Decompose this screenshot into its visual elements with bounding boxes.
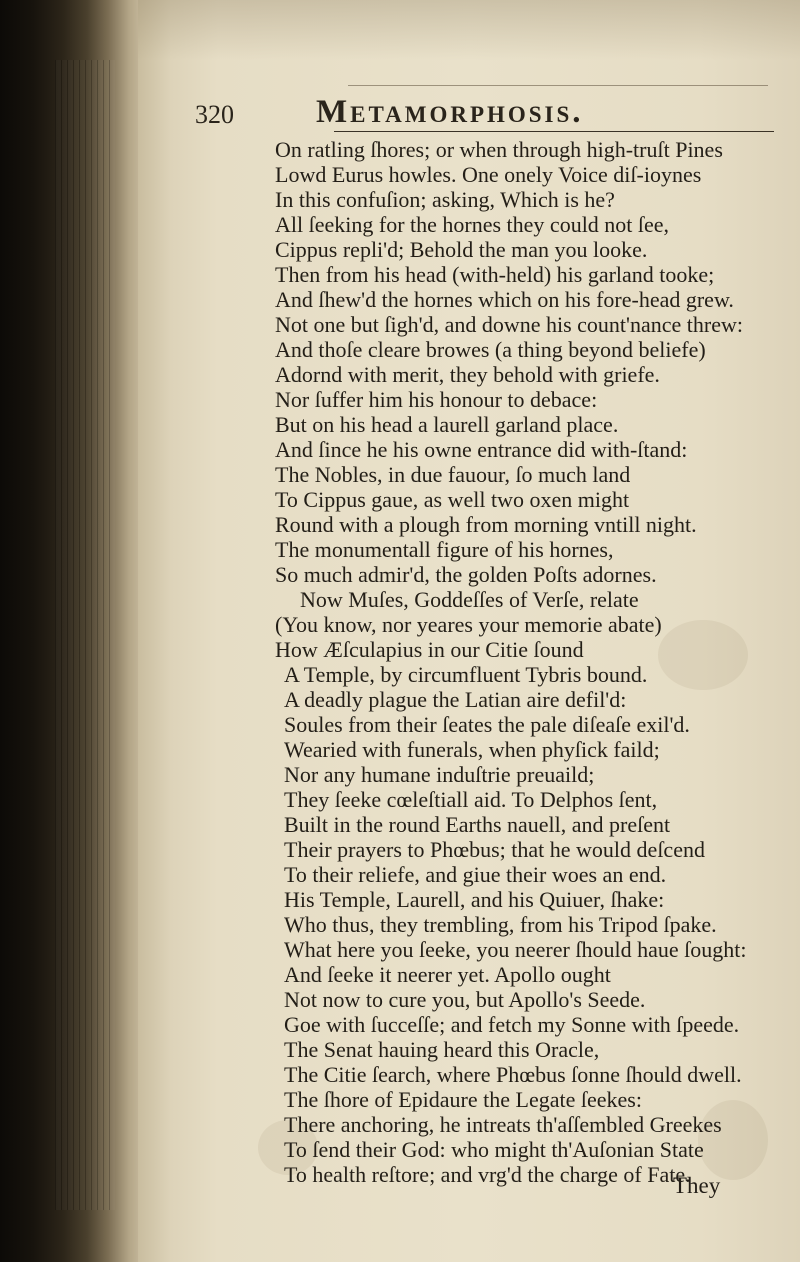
- verse-line: To Cippus gaue, as well two oxen might: [275, 487, 630, 512]
- book-page: [138, 0, 800, 1262]
- verse-line: Round with a plough from morning vntill night.: [275, 512, 697, 537]
- verse-line: Goe with ſucceſſe; and fetch my Sonne with ſpeede.: [284, 1012, 740, 1037]
- paper-stain: [658, 620, 748, 690]
- verse-line: Now Muſes, Goddeſſes of Verſe, relate: [300, 587, 639, 612]
- gutter-texture: [55, 60, 115, 1210]
- verse-line: Wearied with funerals, when phyſick faild;: [284, 737, 660, 762]
- verse-line: What here you ſeeke, you neerer ſhould haue ſought:: [284, 937, 747, 962]
- verse-line: Soules from their ſeates the pale diſeaſe exil'd.: [284, 712, 690, 737]
- catchword: They: [673, 1173, 721, 1198]
- verse-line: Built in the round Earths nauell, and preſent: [284, 812, 671, 837]
- verse-line: And ſhew'd the hornes which on his fore-head grew.: [275, 287, 734, 312]
- header-rule: [334, 131, 774, 132]
- verse-line: A Temple, by circumfluent Tybris bound.: [284, 662, 648, 687]
- page-shading: [138, 0, 800, 60]
- verse-line: So much admir'd, the golden Poſts adornes.: [275, 562, 657, 587]
- verse-line: The Nobles, in due fauour, ſo much land: [275, 462, 631, 487]
- verse-line: (You know, nor yeares your memorie abate): [275, 612, 662, 637]
- verse-line: But on his head a laurell garland place.: [275, 412, 619, 437]
- verse-line: To ſend their God: who might th'Auſonian State: [284, 1137, 704, 1162]
- verse-line: And thoſe cleare browes (a thing beyond beliefe): [275, 337, 706, 362]
- verse-line: The ſhore of Epidaure the Legate ſeekes:: [284, 1087, 642, 1112]
- verse-line: To their reliefe, and giue their woes an end.: [284, 862, 667, 887]
- page-edge-line: [348, 85, 768, 86]
- verse-line: Their prayers to Phœbus; that he would deſcend: [284, 837, 705, 862]
- verse-line: The Senat hauing heard this Oracle,: [284, 1037, 600, 1062]
- verse-line: To health reſtore; and vrg'd the charge of Fate.: [284, 1162, 691, 1187]
- verse-line: And ſince he his owne entrance did with-ſtand:: [275, 437, 688, 462]
- verse-line: And ſeeke it neerer yet. Apollo ought: [284, 962, 611, 987]
- verse-line: The monumentall figure of his hornes,: [275, 537, 614, 562]
- verse-line: All ſeeking for the hornes they could not ſee,: [275, 212, 670, 237]
- verse-line: On ratling ſhores; or when through high-truſt Pines: [275, 137, 723, 162]
- verse-line: His Temple, Laurell, and his Quiuer, ſhake:: [284, 887, 665, 912]
- running-title: Metamorphosis.: [316, 94, 584, 130]
- verse-line: How Æſculapius in our Citie ſound: [275, 637, 584, 662]
- page-number: 320: [195, 100, 234, 129]
- verse-line: They ſeeke cœleſtiall aid. To Delphos ſent,: [284, 787, 658, 812]
- verse-line: Not now to cure you, but Apollo's Seede.: [284, 987, 646, 1012]
- verse-line: Then from his head (with-held) his garland tooke;: [275, 262, 715, 287]
- verse-line: Who thus, they trembling, from his Tripod ſpake.: [284, 912, 717, 937]
- verse-line: Cippus repli'd; Behold the man you looke.: [275, 237, 648, 262]
- verse-line: The Citie ſearch, where Phœbus ſonne ſhould dwell.: [284, 1062, 742, 1087]
- verse-line: Adornd with merit, they behold with griefe.: [275, 362, 660, 387]
- verse-line: In this confuſion; asking, Which is he?: [275, 187, 615, 212]
- verse-line: Lowd Eurus howles. One onely Voice diſ-ioynes: [275, 162, 702, 187]
- verse-line: Nor ſuffer him his honour to debace:: [275, 387, 598, 412]
- verse-line: A deadly plague the Latian aire defil'd:: [284, 687, 627, 712]
- verse-line: Nor any humane induſtrie preuaild;: [284, 762, 595, 787]
- verse-line: There anchoring, he intreats th'aſſembled Greekes: [284, 1112, 722, 1137]
- verse-line: Not one but ſigh'd, and downe his count'nance threw:: [275, 312, 743, 337]
